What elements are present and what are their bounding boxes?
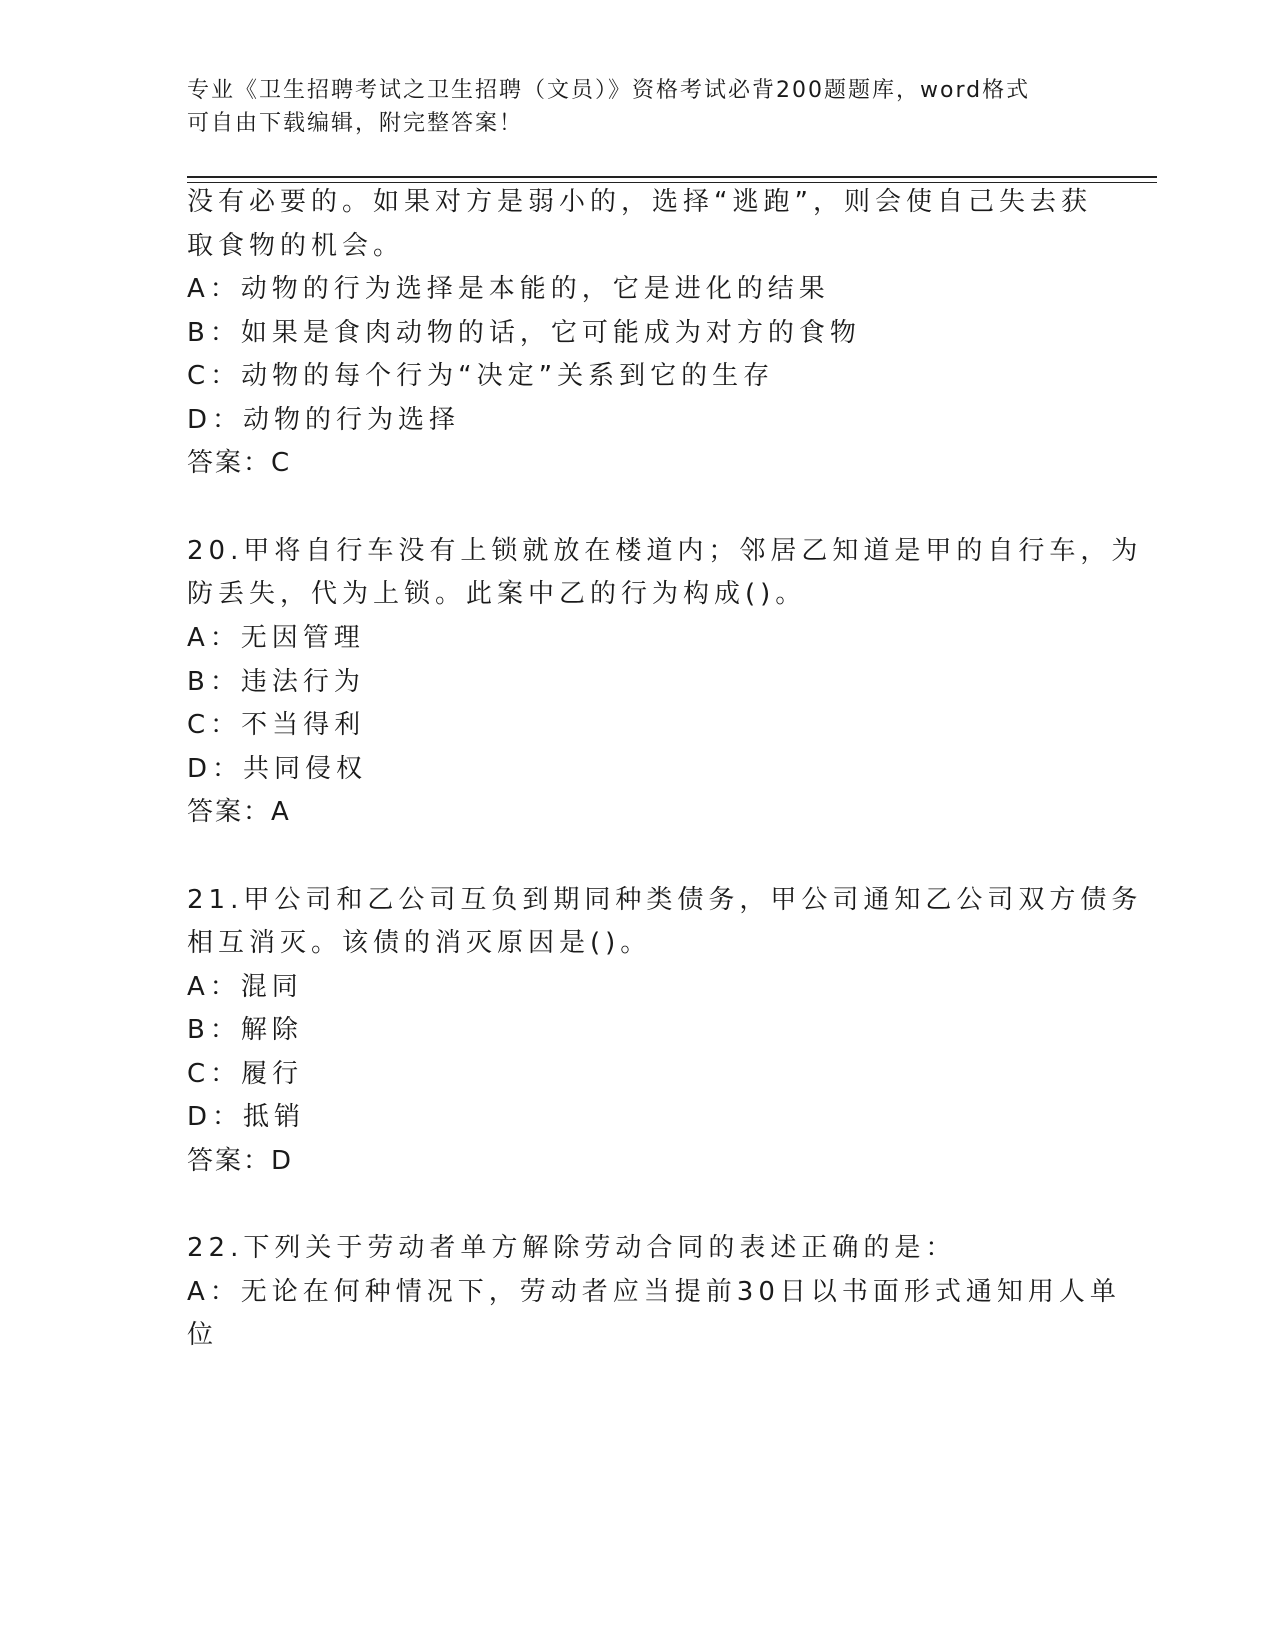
option-a: A：动物的行为选择是本能的，它是进化的结果: [187, 274, 830, 304]
answer-line: 答案：D: [187, 1146, 294, 1176]
header-title-line-1: 专业《卫生招聘考试之卫生招聘（文员）》资格考试必背200题题库，word格式: [187, 78, 1031, 103]
option-b: B：解除: [187, 1015, 303, 1045]
answer-line: 答案：C: [187, 448, 292, 478]
option-d: D：动物的行为选择: [187, 405, 461, 435]
question-text-line: 防丢失，代为上锁。此案中乙的行为构成()。: [187, 579, 807, 609]
option-c: C：动物的每个行为“决定”关系到它的生存: [187, 361, 775, 391]
option-a: A：无论在何种情况下，劳动者应当提前30日以书面形式通知用人单: [187, 1277, 1121, 1307]
option-d: D：抵销: [187, 1102, 306, 1132]
question-text-line: 20.甲将自行车没有上锁就放在楼道内；邻居乙知道是甲的自行车，为: [187, 536, 1143, 566]
question-text-line: 取食物的机会。: [187, 231, 405, 261]
option-b: B：如果是食肉动物的话，它可能成为对方的食物: [187, 318, 861, 348]
option-c: C：履行: [187, 1059, 304, 1089]
header-divider-thick: [187, 176, 1157, 178]
option-c: C：不当得利: [187, 710, 366, 740]
option-a: A：混同: [187, 972, 303, 1002]
question-text-line: 22.下列关于劳动者单方解除劳动合同的表述正确的是：: [187, 1233, 957, 1263]
header-title-line-2: 可自由下载编辑，附完整答案！: [187, 111, 524, 136]
answer-line: 答案：A: [187, 797, 291, 827]
option-a: A：无因管理: [187, 623, 365, 653]
option-b: B：违法行为: [187, 667, 365, 697]
question-text-line: 相互消灭。该债的消灭原因是()。: [187, 928, 652, 958]
option-d: D：共同侵权: [187, 754, 368, 784]
question-text-line: 21.甲公司和乙公司互负到期同种类债务，甲公司通知乙公司双方债务: [187, 885, 1143, 915]
document-header: [187, 74, 1087, 140]
option-a-continuation: 位: [187, 1320, 219, 1350]
question-text-line: 没有必要的。如果对方是弱小的，选择“逃跑”，则会使自己失去获: [187, 187, 1092, 217]
